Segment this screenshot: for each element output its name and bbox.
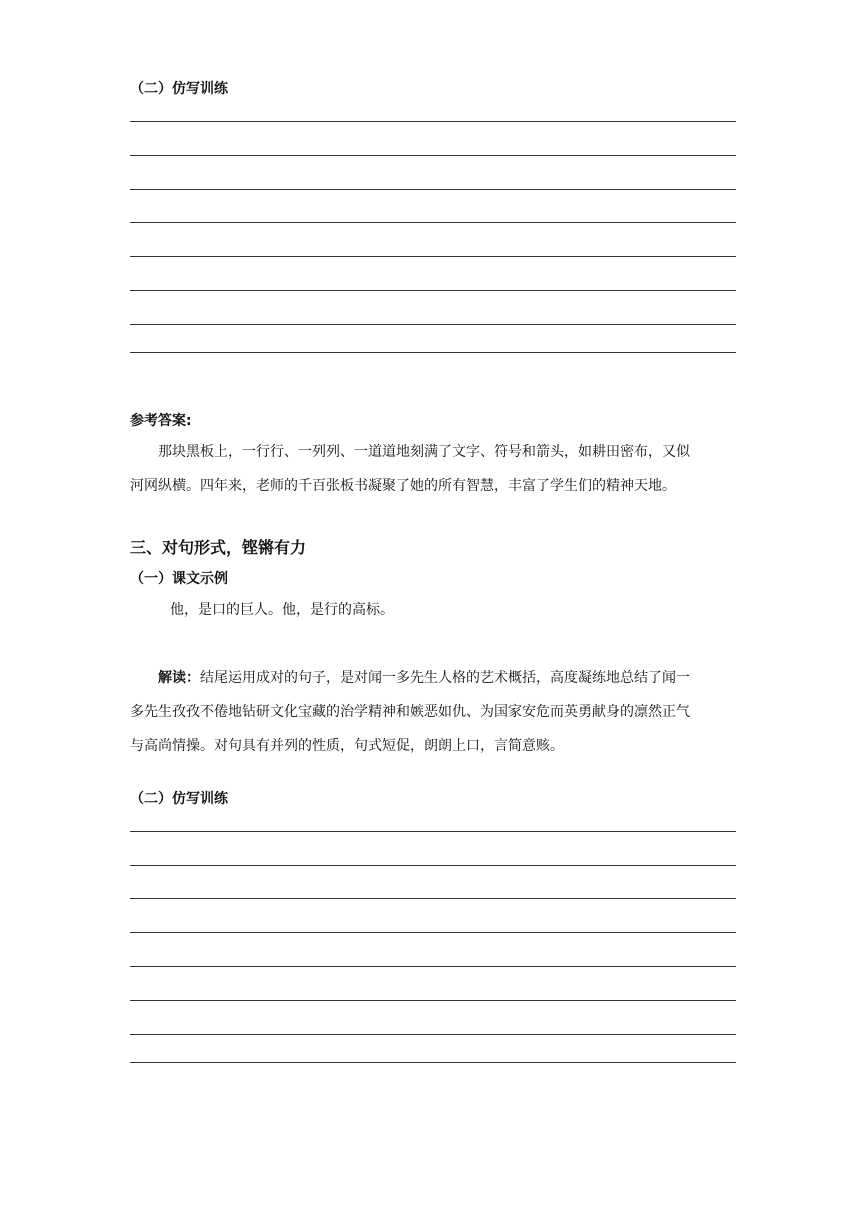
writing-line bbox=[130, 932, 736, 933]
interpretation-text-1: 结尾运用成对的句子，是对闻一多先生人格的艺术概括，高度凝练地总结了闻一 bbox=[200, 670, 690, 686]
subsection-heading-example: （一）课文示例 bbox=[130, 571, 228, 587]
writing-line bbox=[130, 1000, 736, 1001]
writing-line bbox=[130, 898, 736, 899]
writing-line bbox=[130, 966, 736, 967]
interpretation-line-1 bbox=[158, 662, 690, 694]
writing-line bbox=[130, 324, 736, 325]
writing-line bbox=[130, 352, 736, 353]
writing-line bbox=[130, 256, 736, 257]
writing-line bbox=[130, 831, 736, 832]
writing-line bbox=[130, 121, 736, 122]
interpretation-line-2: 多先生孜孜不倦地钻研文化宝藏的治学精神和嫉恶如仇、为国家安危而英勇献身的凛然正气 bbox=[130, 704, 690, 720]
writing-line bbox=[130, 222, 736, 223]
writing-line bbox=[130, 290, 736, 291]
section-title: 三、对句形式，铿锵有力 bbox=[130, 538, 307, 557]
answer-line-2: 河网纵横。四年来，老师的千百张板书凝聚了她的所有智慧，丰富了学生们的精神天地。 bbox=[130, 478, 676, 494]
section-heading-imitation-top: （二）仿写训练 bbox=[130, 81, 228, 97]
writing-line bbox=[130, 865, 736, 866]
writing-line bbox=[130, 155, 736, 156]
answer-label: 参考答案: bbox=[130, 413, 192, 429]
interpretation-label: 解读： bbox=[158, 670, 200, 686]
answer-line-1: 那块黑板上，一行行、一列列、一道道地刻满了文字、符号和箭头，如耕田密布，又似 bbox=[158, 444, 690, 460]
writing-line bbox=[130, 1062, 736, 1063]
example-sentence: 他，是口的巨人。他，是行的高标。 bbox=[170, 602, 394, 618]
writing-line bbox=[130, 1034, 736, 1035]
writing-line bbox=[130, 189, 736, 190]
section-heading-imitation-bottom: （二）仿写训练 bbox=[130, 791, 228, 807]
interpretation-line-3: 与高尚情操。对句具有并列的性质，句式短促，朗朗上口，言简意赅。 bbox=[130, 738, 564, 754]
